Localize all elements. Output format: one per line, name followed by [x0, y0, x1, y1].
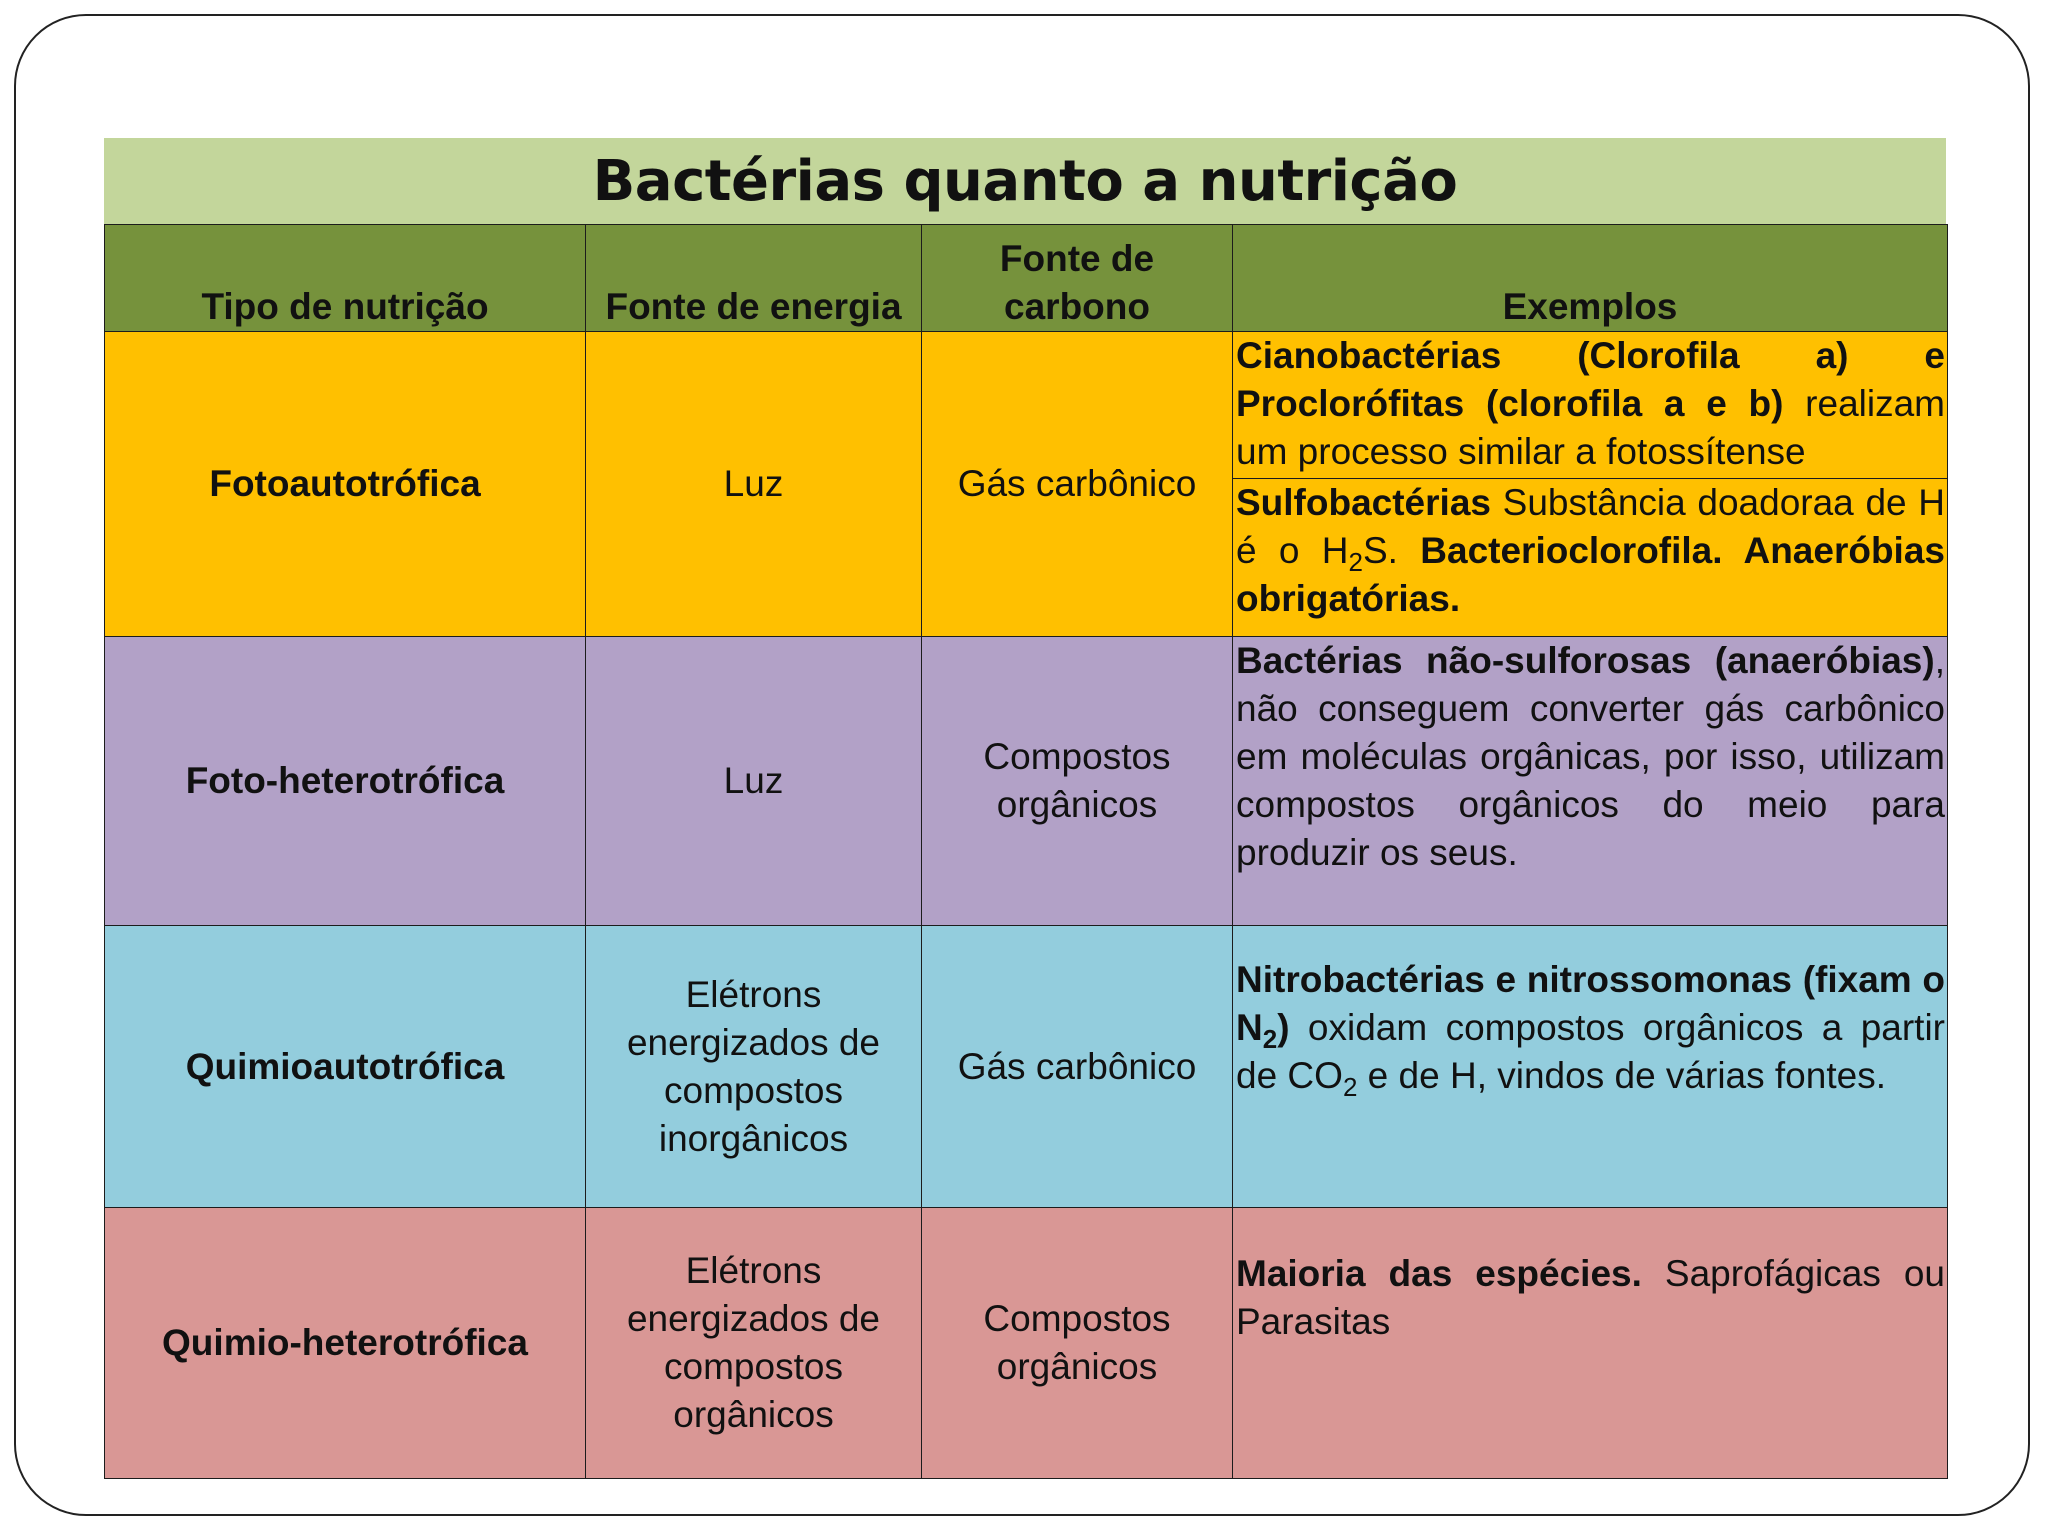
exemplo-sulfobacterias: [1233, 478, 1947, 623]
carbono-line: Compostos: [983, 736, 1171, 777]
tipo-cell: Fotoautotrófica: [105, 332, 586, 637]
energia-line: compostos: [664, 1346, 843, 1387]
energia-line: orgânicos: [673, 1394, 834, 1435]
exemplo-bold: Sulfobactérias: [1236, 482, 1491, 523]
energia-line: Elétrons: [685, 1250, 822, 1291]
exemplo-bold: Cianobactérias (Clorofila a) e Proclorófitas (clorofila a e b): [1236, 335, 1945, 424]
exemplo-nitrobacterias: [1233, 956, 1947, 1100]
nutrition-table: [104, 224, 1948, 1479]
header-row: [105, 225, 1948, 332]
table-row: [105, 926, 1948, 1208]
slide-title: Bactérias quanto a nutrição: [104, 138, 1946, 224]
carbono-line: orgânicos: [996, 1346, 1158, 1387]
energia-line: energizados de: [626, 1021, 881, 1063]
table-row: [105, 637, 1948, 926]
exemplo-bold-part: ): [1277, 1007, 1290, 1048]
exemplo-bold: Bactérias não-sulforosas (anaeróbias): [1236, 640, 1935, 681]
exemplo-text: e de H, vindos de várias fontes.: [1357, 1055, 1886, 1096]
subscript: 2: [1262, 1024, 1278, 1054]
header-carbono-line1: Fonte de: [999, 238, 1155, 279]
exemplo-text: realizam um processo similar a fotossítense: [1236, 383, 1945, 472]
exemplo-text: S.: [1363, 530, 1421, 571]
energia-cell: [586, 926, 922, 1208]
subscript: 2: [1342, 1072, 1358, 1102]
table-row: [105, 332, 1948, 637]
carbono-line: orgânicos: [996, 784, 1158, 825]
header-exemplos: Exemplos: [1233, 225, 1948, 332]
header-energia: Fonte de energia: [586, 225, 922, 332]
carbono-cell: [922, 1208, 1233, 1479]
exemplo-cianobacterias: [1233, 332, 1947, 478]
energia-line: inorgânicos: [658, 1117, 849, 1159]
carbono-cell: [922, 637, 1233, 926]
exemplos-cell: [1233, 926, 1948, 1208]
exemplo-bold-part: Nitrobactérias e nitrossomonas (fixam o N: [1236, 959, 1945, 1048]
exemplo-text: oxidam compostos orgânicos a partir de CO: [1236, 1007, 1945, 1096]
carbono-cell: Gás carbônico: [922, 926, 1233, 1208]
header-carbono-line2: carbono: [1004, 286, 1150, 327]
exemplo-text: Substância doadoraa de H é o H: [1236, 482, 1945, 571]
carbono-line: Compostos: [983, 1298, 1171, 1339]
exemplo-nao-sulforosas: [1233, 637, 1947, 877]
energia-line: compostos: [664, 1069, 843, 1111]
exemplos-cell: [1233, 1208, 1948, 1479]
header-carbono: [922, 225, 1233, 332]
energia-line: Elétrons: [685, 973, 822, 1015]
energia-cell: Luz: [586, 332, 922, 637]
tipo-cell: Foto-heterotrófica: [105, 637, 586, 926]
exemplo-text: , não conseguem converter gás carbônico em moléculas orgânicas, por isso, utilizam compostos orgânicos do meio para produzir os seus.: [1236, 640, 1945, 873]
exemplos-cell: [1233, 637, 1948, 926]
subscript: 2: [1348, 547, 1363, 577]
carbono-cell: Gás carbônico: [922, 332, 1233, 637]
exemplos-cell: [1233, 332, 1948, 637]
tipo-cell: Quimioautotrófica: [105, 926, 586, 1208]
energia-cell: [586, 1208, 922, 1479]
tipo-cell: Quimio-heterotrófica: [105, 1208, 586, 1479]
energia-cell: Luz: [586, 637, 922, 926]
energia-line: energizados de: [626, 1298, 881, 1339]
header-tipo: Tipo de nutrição: [105, 225, 586, 332]
exemplo-text: Saprofágicas ou Parasitas: [1236, 1253, 1946, 1342]
exemplo-maioria: [1233, 1250, 1947, 1346]
table-row: [105, 1208, 1948, 1479]
exemplo-bold: Maioria das espécies.: [1236, 1253, 1642, 1294]
exemplo-bold: Bacterioclorofila. Anaeróbias obrigatórias.: [1236, 530, 1945, 619]
